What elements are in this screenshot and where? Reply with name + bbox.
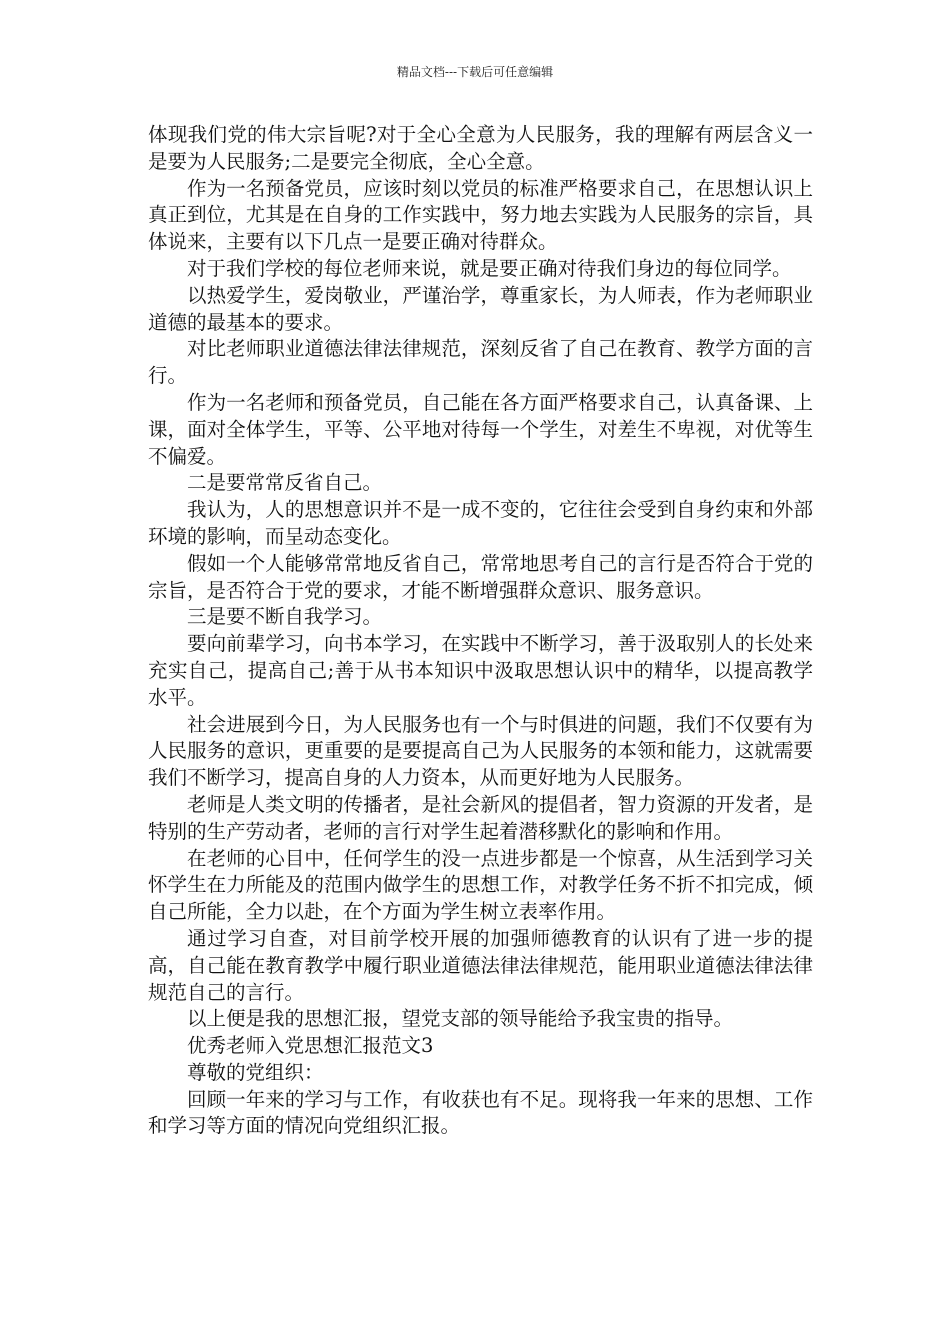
paragraph: 对于我们学校的每位老师来说，就是要正确对待我们身边的每位同学。 bbox=[187, 256, 792, 280]
paragraph: 在老师的心目中，任何学生的没一点进步都是一个惊喜，从生活到学习关怀学生在力所能及的范围内做学生的思想工作，对教学任务不折不扣完成，倾自己所能，全力以赴，在个方面为学生树立表率作用。 bbox=[148, 846, 813, 924]
paragraph: 我认为，人的思想意识并不是一成不变的，它往往会受到自身约束和外部环境的影响，而呈动态变化。 bbox=[148, 498, 813, 548]
paragraph: 回顾一年来的学习与工作，有收获也有不足。现将我一年来的思想、工作和学习等方面的情况向党组织汇报。 bbox=[148, 1087, 813, 1138]
paragraph: 社会进展到今日，为人民服务也有一个与时俱进的问题，我们不仅要有为人民服务的意识，更重要的是要提高自己为人民服务的本领和能力，这就需要我们不断学习，提高自身的人力资本，从而更好地为人民服务。 bbox=[148, 712, 813, 790]
paragraph-continuation: 体现我们党的伟大宗旨呢?对于全心全意为人民服务，我的理解有两层含义一是要为人民服务;二是要完全彻底，全心全意。 bbox=[148, 123, 813, 173]
page-header: 精品文档---下载后可任意编辑 bbox=[396, 65, 554, 79]
paragraph: 二是要常常反省自己。 bbox=[187, 471, 383, 495]
paragraph: 老师是人类文明的传播者，是社会新风的提倡者，智力资源的开发者，是特别的生产劳动者，老师的言行对学生起着潜移默化的影响和作用。 bbox=[148, 792, 813, 843]
paragraph: 三是要不断自我学习。 bbox=[187, 605, 383, 629]
paragraph: 作为一名预备党员，应该时刻以党员的标准严格要求自己，在思想认识上真正到位，尤其是在自身的工作实践中，努力地去实践为人民服务的宗旨，具体说来，主要有以下几点一是要正确对待群众。 bbox=[148, 176, 813, 254]
section-title: 优秀老师入党思想汇报范文3 bbox=[187, 1034, 434, 1058]
paragraph: 假如一个人能够常常地反省自己，常常地思考自己的言行是否符合于党的宗旨，是否符合于党的要求，才能不断增强群众意识、服务意识。 bbox=[148, 551, 813, 602]
document-body bbox=[148, 122, 813, 1140]
salutation: 尊敬的党组织： bbox=[187, 1060, 324, 1084]
paragraph: 以热爱学生，爱岗敬业，严谨治学，尊重家长，为人师表，作为老师职业道德的最基本的要求。 bbox=[148, 283, 813, 334]
paragraph: 要向前辈学习，向书本学习，在实践中不断学习，善于汲取别人的长处来充实自己，提高自己;善于从书本知识中汲取思想认识中的精华，以提高教学水平。 bbox=[148, 632, 813, 709]
paragraph: 通过学习自查，对目前学校开展的加强师德教育的认识有了进一步的提高，自己能在教育教学中履行职业道德法律法律规范，能用职业道德法律法律规范自己的言行。 bbox=[148, 926, 813, 1004]
paragraph: 以上便是我的思想汇报，望党支部的领导能给予我宝贵的指导。 bbox=[187, 1007, 734, 1031]
paragraph: 作为一名老师和预备党员，自己能在各方面严格要求自己，认真备课、上课，面对全体学生，平等、公平地对待每一个学生，对差生不卑视，对优等生不偏爱。 bbox=[148, 390, 813, 468]
paragraph: 对比老师职业道德法律法律规范，深刻反省了自己在教育、教学方面的言行。 bbox=[148, 337, 813, 388]
